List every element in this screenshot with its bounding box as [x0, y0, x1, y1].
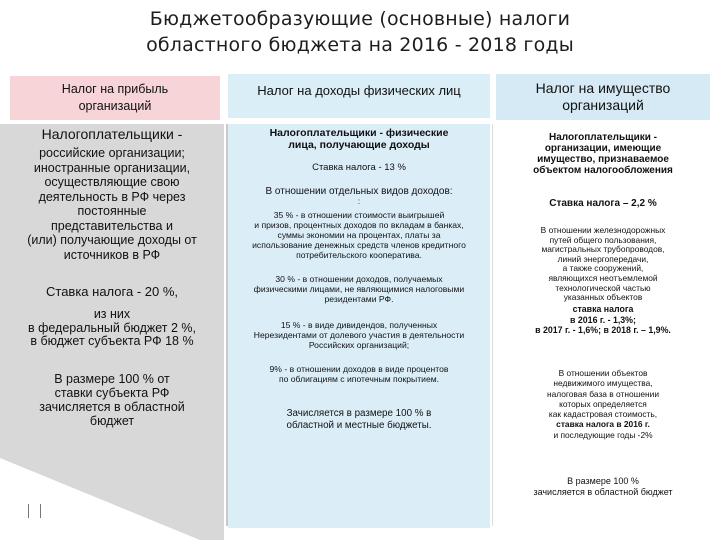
col3-cadastral-line-1: В отношении объектов [558, 368, 648, 378]
column-separator-2 [492, 124, 493, 526]
col2-rate-9 [226, 364, 492, 384]
col3-cadastral-rate-line-2: и последующие годы -2% [553, 429, 653, 440]
col1-header-line-1: Налог на прибыль [61, 82, 169, 96]
col1-payers-line-6: представительства и [51, 218, 173, 233]
col3-cadastral-line-2: недвижимого имущества, [553, 378, 653, 389]
col2-rate-text: Ставка налога - 13 % [312, 162, 406, 173]
col1-payers-line-8: источников в РФ [63, 247, 161, 262]
col1-header [10, 76, 220, 120]
slide-mark [28, 504, 29, 518]
col1-split-line-2: в федеральный бюджет 2 %, [27, 320, 197, 335]
col2-r9-line-1: 9% - в отношении доходов в виде процентов [269, 364, 449, 374]
col3-payers-line-4: объектом налогообложения [533, 165, 673, 176]
col3-rate [496, 198, 710, 210]
col3-roads-rate-line-1: ставка налога [572, 304, 634, 314]
col2-payers [228, 128, 490, 151]
col1-payers-line-7: (или) получающие доходы от [27, 233, 197, 247]
col2-r35-line-2: и призов, процентных доходов по вкладам в банках, [254, 220, 464, 230]
col2-special [228, 186, 490, 207]
col2-rate [228, 162, 490, 173]
col1-split [2, 308, 222, 349]
col2-special-colon: : [357, 197, 361, 206]
col2-credit-line-1: Зачисляется в размере 100 % в [286, 408, 432, 419]
col3-roads-rate [496, 304, 710, 336]
title-line-1: Бюджетообразующие (основные) налоги [149, 8, 571, 30]
col3-roads-line-3: магистральных трубопроводов, [541, 244, 665, 255]
col3-roads-line-1: В отношении железнодорожных [540, 225, 666, 235]
col1-credit [2, 372, 222, 428]
col3-credit-line-1: В размере 100 % [567, 476, 639, 486]
col3-header-line-1: Налог на имущество [535, 80, 671, 96]
col2-r30-line-3: резидентами РФ. [324, 294, 394, 304]
col3-cadastral-line-3: налоговая база в отношении [546, 388, 660, 399]
col1-rate [2, 284, 222, 299]
col3-credit-line-2: зачисляется в областной бюджет [533, 487, 673, 497]
col3-header [496, 74, 710, 120]
col3-credit [496, 476, 710, 498]
col1-payers-line-2: иностранные организации, [33, 160, 191, 175]
col3-cadastral-line-5: как кадастровая стоимость, [548, 409, 658, 420]
col2-credit [228, 408, 490, 432]
col3-header-line-2: организаций [562, 97, 644, 113]
col2-payers-line-1: Налогоплательщики - физические [269, 127, 449, 139]
col1-payers-line-5: постоянные [77, 204, 147, 218]
col3-roads-rate-line-2: в 2016 г. - 1,3%; [570, 314, 636, 325]
col1-corner-cut [0, 458, 200, 540]
col1-rate-text: Ставка налога - 20 %, [46, 284, 178, 299]
col3-cadastral-rate-line-1: ставка налога в 2016 г. [556, 419, 650, 430]
slide-mark-2 [40, 504, 41, 518]
col2-r35-line-5: потребительского кооператива. [296, 250, 422, 260]
col2-r15-line-1: 15 % - в виде дивидендов, полученных [280, 320, 438, 330]
col2-r35-line-4: использование денежных средств членов кредитного [252, 240, 466, 250]
col2-r30-line-1: 30 % - в отношении доходов, получаемых [275, 274, 443, 284]
col3-cadastral-line-4: которых определяется [559, 398, 647, 409]
col2-special-text: В отношении отдельных видов доходов: [265, 186, 453, 197]
col1-payers-line-3: осуществляющие свою [44, 175, 180, 189]
col1-split-line-3: в бюджет субъекта РФ 18 % [30, 334, 194, 348]
col1-payers-title: Налогоплательщики - [41, 126, 183, 142]
col1-header-line-2: организаций [78, 99, 152, 113]
col2-header [228, 74, 490, 118]
col2-rate-30 [226, 274, 492, 304]
col3-roads-line-8: указанных объектов [563, 292, 643, 303]
col1-split-line-1: из них [93, 307, 131, 321]
col3-roads-line-7: технологической частью [555, 282, 651, 293]
col1-credit-line-4: бюджет [89, 414, 135, 428]
col1-credit-line-3: зачисляется в областной [39, 400, 185, 414]
col2-r35-line-1: 35 % - в отношении стоимости выигрышей [273, 210, 445, 220]
col3-payers-line-3: имущество, признаваемое [537, 154, 669, 165]
col2-r35-line-3: суммы экономии на процентах, платы за [277, 230, 441, 240]
title-line-2: областного бюджета на 2016 - 2018 годы [146, 34, 574, 56]
col3-roads-line-2: путей общего пользования, [549, 234, 657, 245]
col1-credit-line-1: В размере 100 % от [54, 372, 170, 386]
col3-roads-rate-line-3: в 2017 г. - 1,6%; в 2018 г. – 1,9%. [535, 325, 671, 335]
col2-r15-line-2: Нерезидентами от долевого участия в деятельности [253, 330, 465, 340]
col2-rate-15 [226, 320, 492, 350]
col2-r9-line-2: по облигациям с ипотечным покрытием. [278, 374, 440, 384]
page-title [0, 6, 720, 58]
col3-roads-line-4: линий энергопередачи, [557, 253, 649, 264]
col1-payers-line-1: российские организации; [39, 146, 185, 160]
col2-r15-line-3: Российских организаций; [308, 340, 410, 350]
col3-payers-line-1: Налогоплательщики - [548, 132, 657, 143]
col2-credit-line-2: областной и местные бюджеты. [286, 420, 432, 431]
col3-payers [496, 132, 710, 176]
col1-payers [2, 126, 222, 262]
col3-payers-line-2: организации, имеющие [544, 143, 662, 154]
col3-rate-text: Ставка налога – 2,2 % [549, 198, 657, 209]
col2-payers-line-2: лица, получающие доходы [288, 138, 430, 151]
col2-r30-line-2: физическими лицами, не являющимися налоговыми [253, 284, 465, 294]
col1-payers-line-4: деятельность в РФ через [38, 189, 186, 204]
col2-rate-35 [226, 210, 492, 260]
col3-roads [496, 226, 710, 303]
col3-cadastral [496, 368, 710, 440]
col3-roads-line-5: а также сооружений, [562, 263, 644, 274]
col2-header-text: Налог на доходы физических лиц [257, 83, 461, 98]
col3-roads-line-6: являющихся неотъемлемой [548, 272, 658, 283]
col1-credit-line-2: ставки субъекта РФ [54, 386, 170, 400]
